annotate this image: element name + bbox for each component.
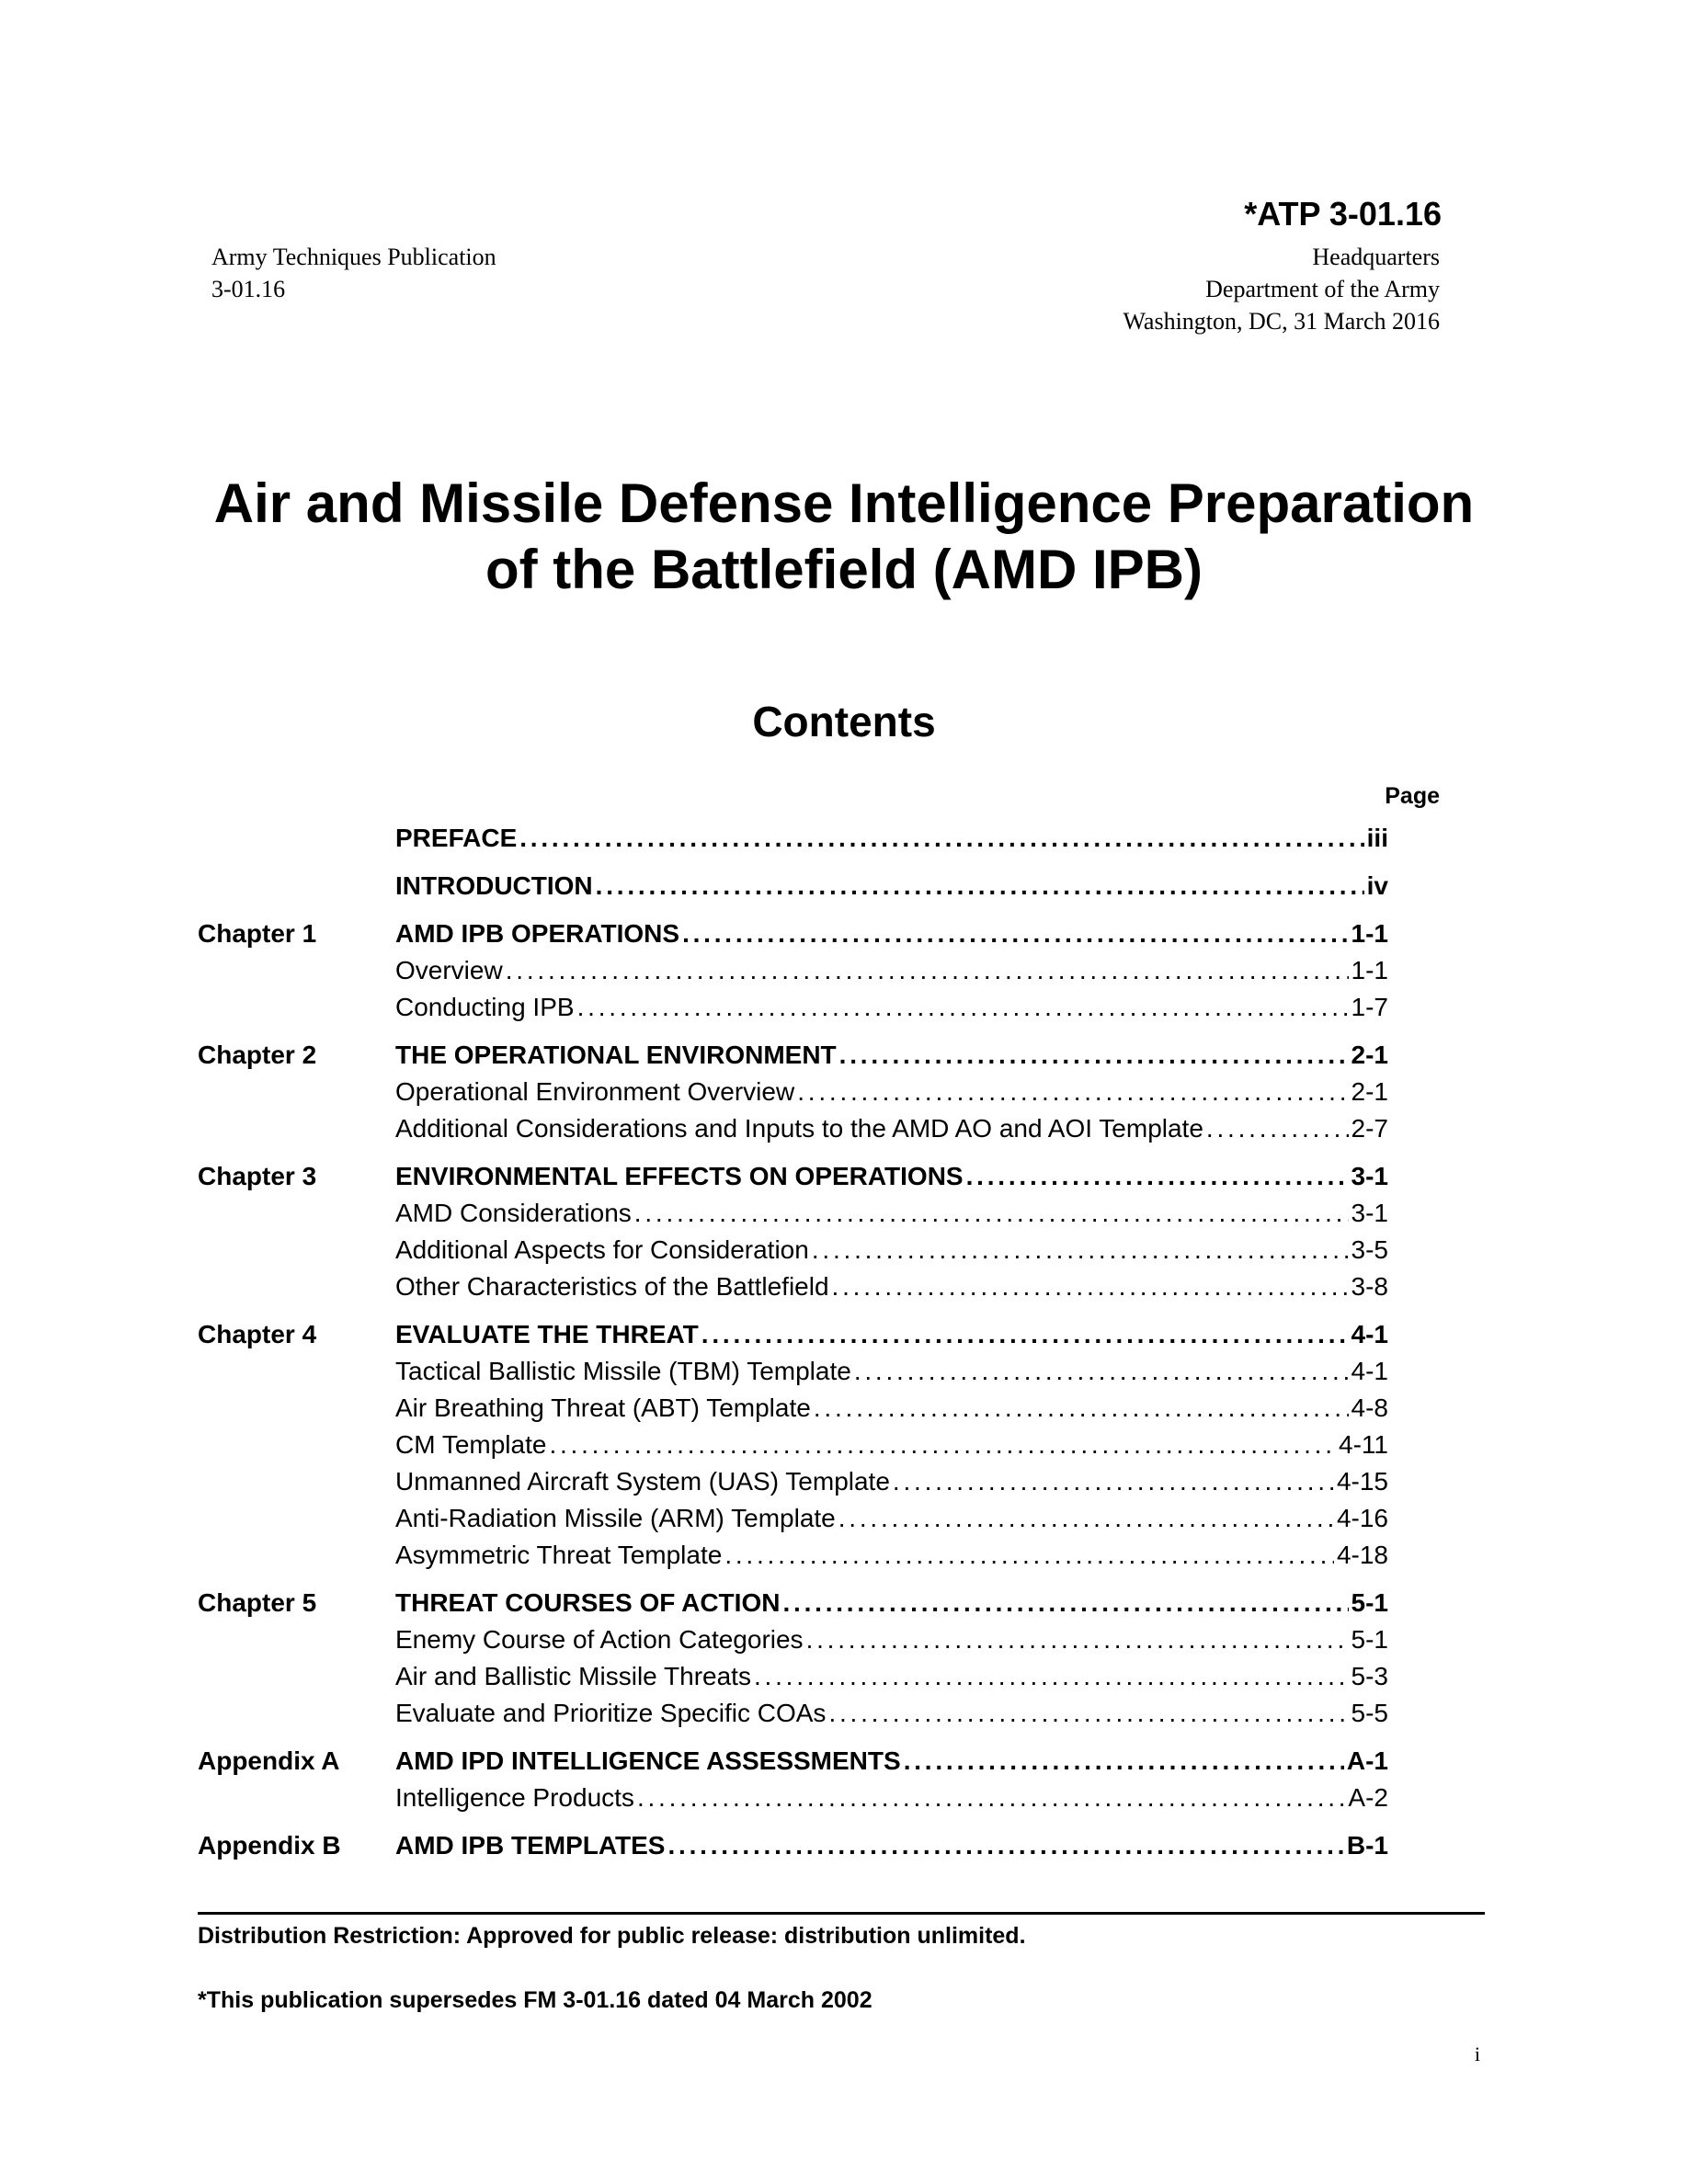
toc-entry-page: 5-3: [1351, 1662, 1388, 1690]
toc-row: [198, 866, 1388, 903]
toc-entry-title: Anti-Radiation Missile (ARM) Template: [395, 1504, 836, 1532]
toc-entry-page: 5-1: [1351, 1588, 1388, 1617]
toc-entry-title: Air Breathing Threat (ABT) Template: [395, 1393, 811, 1422]
toc-chapter-label: Appendix B: [198, 1831, 341, 1860]
toc-row: [198, 950, 1388, 987]
toc-entry[interactable]: [395, 1430, 1388, 1460]
toc-leader-dots: [814, 1393, 1349, 1423]
toc-row: [198, 1351, 1388, 1388]
toc-entry-title: Unmanned Aircraft System (UAS) Template: [395, 1467, 890, 1496]
toc-entry-page: 1-1: [1351, 956, 1388, 984]
publication-id: 3-01.16: [211, 276, 286, 302]
toc-row: [198, 1741, 1388, 1778]
toc-row: [198, 1498, 1388, 1535]
toc-entry-title: Additional Aspects for Consideration: [395, 1235, 809, 1264]
toc-leader-dots: [637, 1783, 1345, 1813]
toc-entry-title: Other Characteristics of the Battlefield: [395, 1272, 829, 1301]
department-label: Department of the Army: [1205, 276, 1440, 302]
toc-row: [198, 1693, 1388, 1730]
toc-leader-dots: [854, 1357, 1349, 1386]
toc-row: [198, 1535, 1388, 1572]
toc-leader-dots: [904, 1746, 1344, 1776]
toc-row: [198, 1656, 1388, 1693]
toc-leader-dots: [839, 1041, 1349, 1070]
toc-entry-title: THE OPERATIONAL ENVIRONMENT: [395, 1041, 837, 1069]
toc-row: [198, 1388, 1388, 1425]
toc-entry-page: 3-5: [1351, 1235, 1388, 1264]
toc-entry-page: 4-1: [1351, 1320, 1388, 1348]
toc-entry-page: A-1: [1346, 1746, 1388, 1775]
toc-entry[interactable]: [395, 1357, 1388, 1386]
toc-entry[interactable]: [395, 1114, 1388, 1143]
toc-row: [198, 1826, 1388, 1862]
document-title-line2: of the Battlefield (AMD IPB): [485, 539, 1203, 600]
toc-leader-dots: [782, 1588, 1348, 1618]
toc-entry-title: PREFACE: [395, 824, 518, 852]
toc-entry[interactable]: [395, 1162, 1388, 1191]
toc-entry[interactable]: [395, 919, 1388, 949]
toc-leader-dots: [838, 1504, 1334, 1533]
toc-row: [198, 1156, 1388, 1193]
toc-entry[interactable]: [395, 1199, 1388, 1228]
publication-header-left: [211, 241, 496, 305]
toc-leader-dots: [519, 824, 1363, 853]
toc-entry-title: Enemy Course of Action Categories: [395, 1625, 804, 1654]
toc-entry[interactable]: [395, 1625, 1388, 1655]
toc-entry-page: iii: [1366, 824, 1388, 852]
toc-entry-title: Tactical Ballistic Missile (TBM) Template: [395, 1357, 851, 1385]
toc-entry-title: Additional Considerations and Inputs to the AMD AO and AOI Template: [395, 1114, 1203, 1143]
page-column-label: Page: [1385, 783, 1440, 809]
toc-entry-page: iv: [1366, 871, 1388, 900]
toc-entry[interactable]: [395, 1041, 1388, 1070]
toc-entry-title: Operational Environment Overview: [395, 1077, 795, 1106]
toc-row: [198, 1583, 1388, 1620]
toc-entry-title: Conducting IPB: [395, 993, 575, 1021]
toc-entry-title: THREAT COURSES OF ACTION: [395, 1588, 781, 1617]
toc-row: [198, 1072, 1388, 1109]
toc-entry-title: Air and Ballistic Missile Threats: [395, 1662, 751, 1690]
toc-entry[interactable]: [395, 1272, 1388, 1302]
toc-leader-dots: [893, 1467, 1334, 1496]
toc-row: [198, 1193, 1388, 1230]
toc-row: [198, 1778, 1388, 1814]
toc-row: [198, 818, 1388, 855]
toc-entry-page: 2-7: [1351, 1114, 1388, 1143]
page-number: i: [1474, 2042, 1480, 2065]
toc-entry-page: 2-1: [1351, 1041, 1388, 1069]
toc-leader-dots: [812, 1235, 1349, 1265]
distribution-restriction: Distribution Restriction: Approved for public release: distribution unlimited.: [198, 1923, 1026, 1949]
toc-entry-page: 1-7: [1351, 993, 1388, 1021]
toc-leader-dots: [682, 919, 1348, 949]
toc-entry-title: Overview: [395, 956, 503, 984]
toc-leader-dots: [701, 1320, 1349, 1349]
toc-leader-dots: [754, 1662, 1349, 1691]
toc-entry-page: 4-16: [1336, 1504, 1388, 1532]
toc-row: [198, 1035, 1388, 1072]
toc-entry[interactable]: [395, 824, 1388, 853]
toc-entry-title: AMD Considerations: [395, 1199, 632, 1227]
toc-entry[interactable]: [395, 1541, 1388, 1570]
document-title: [0, 471, 1688, 603]
toc-entry-title: Asymmetric Threat Template: [395, 1541, 723, 1569]
toc-leader-dots: [506, 956, 1349, 985]
toc-entry-page: 4-1: [1351, 1357, 1388, 1385]
toc-leader-dots: [596, 871, 1364, 901]
toc-entry-page: 3-1: [1351, 1162, 1388, 1190]
toc-entry-title: AMD IPB OPERATIONS: [395, 919, 680, 948]
toc-entry-page: A-2: [1348, 1783, 1388, 1812]
location-date: Washington, DC, 31 March 2016: [1123, 308, 1440, 335]
toc-row: [198, 1109, 1388, 1145]
toc-row: [198, 1230, 1388, 1267]
toc-chapter-label: Chapter 4: [198, 1320, 317, 1348]
publication-type: Army Techniques Publication: [211, 244, 496, 270]
toc-entry[interactable]: [395, 956, 1388, 985]
toc-entry-title: INTRODUCTION: [395, 871, 593, 900]
toc-entry-title: AMD IPD INTELLIGENCE ASSESSMENTS: [395, 1746, 901, 1775]
toc-chapter-label: Chapter 2: [198, 1041, 317, 1069]
toc-leader-dots: [806, 1625, 1349, 1655]
footer-divider: [198, 1912, 1485, 1915]
toc-row: [198, 1314, 1388, 1351]
publication-header-right: [1123, 241, 1440, 337]
toc-entry-title: CM Template: [395, 1430, 547, 1459]
toc-leader-dots: [832, 1272, 1349, 1302]
toc-entry[interactable]: [395, 1699, 1388, 1728]
toc-entry-page: 3-1: [1351, 1199, 1388, 1227]
toc-entry[interactable]: [395, 1783, 1388, 1813]
headquarters-label: Headquarters: [1312, 244, 1440, 270]
toc-chapter-label: Chapter 5: [198, 1588, 317, 1617]
toc-entry[interactable]: [395, 1393, 1388, 1423]
toc-leader-dots: [549, 1430, 1336, 1460]
toc-entry-page: 4-11: [1339, 1430, 1388, 1459]
toc-entry-page: 4-8: [1351, 1393, 1388, 1422]
toc-entry-page: 5-1: [1351, 1625, 1388, 1654]
contents-heading: Contents: [752, 698, 936, 745]
toc-entry-page: 3-8: [1351, 1272, 1388, 1301]
toc-leader-dots: [724, 1541, 1334, 1570]
toc-entry[interactable]: [395, 1504, 1388, 1533]
toc-entry[interactable]: [395, 1467, 1388, 1496]
publication-number: *ATP 3-01.16: [1244, 195, 1442, 233]
toc-row: [198, 1267, 1388, 1303]
toc-entry[interactable]: [395, 1662, 1388, 1691]
toc-entry[interactable]: [395, 1320, 1388, 1349]
toc-entry-page: 2-1: [1351, 1077, 1388, 1106]
toc-entry-title: Evaluate and Prioritize Specific COAs: [395, 1699, 827, 1727]
toc-entry-page: 4-18: [1336, 1541, 1388, 1569]
toc-row: [198, 1425, 1388, 1462]
toc-entry[interactable]: [395, 871, 1388, 901]
toc-leader-dots: [667, 1831, 1343, 1860]
toc-entry[interactable]: [395, 1746, 1388, 1776]
toc-chapter-label: Appendix A: [198, 1746, 340, 1775]
toc-entry[interactable]: [395, 993, 1388, 1022]
toc-entry-page: 4-15: [1336, 1467, 1388, 1496]
toc-entry-title: ENVIRONMENTAL EFFECTS ON OPERATIONS: [395, 1162, 964, 1190]
toc-entry-page: 1-1: [1351, 919, 1388, 948]
toc-row: [198, 987, 1388, 1024]
toc-leader-dots: [634, 1199, 1349, 1228]
supersedes-note: *This publication supersedes FM 3-01.16 dated 04 March 2002: [198, 1987, 873, 2013]
toc-leader-dots: [828, 1699, 1348, 1728]
toc-entry[interactable]: [395, 1831, 1388, 1860]
toc-entry[interactable]: [395, 1588, 1388, 1618]
document-title-line1: Air and Missile Defense Intelligence Preparation: [213, 472, 1475, 534]
toc-entry[interactable]: [395, 1077, 1388, 1107]
toc-entry-title: Intelligence Products: [395, 1783, 634, 1812]
toc-entry-title: EVALUATE THE THREAT: [395, 1320, 699, 1348]
toc-row: [198, 1620, 1388, 1656]
toc-chapter-label: Chapter 1: [198, 919, 317, 948]
toc-leader-dots: [966, 1162, 1349, 1191]
toc-row: [198, 1462, 1388, 1498]
toc-entry-page: B-1: [1346, 1831, 1388, 1860]
toc-leader-dots: [577, 993, 1349, 1022]
toc-leader-dots: [1206, 1114, 1349, 1143]
toc-entry[interactable]: [395, 1235, 1388, 1265]
table-of-contents: [198, 818, 1388, 1862]
toc-row: [198, 914, 1388, 950]
toc-entry-page: 5-5: [1351, 1699, 1388, 1727]
toc-entry-title: AMD IPB TEMPLATES: [395, 1831, 666, 1860]
toc-leader-dots: [797, 1077, 1348, 1107]
toc-chapter-label: Chapter 3: [198, 1162, 317, 1190]
